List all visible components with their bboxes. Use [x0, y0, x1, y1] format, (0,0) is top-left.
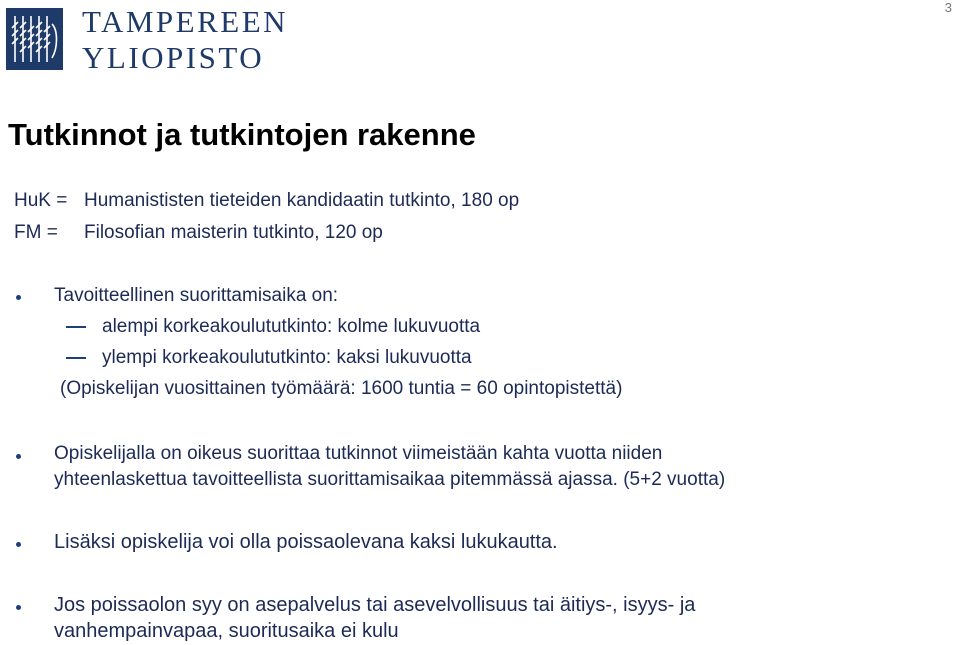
bullet-2-line-1: Opiskelijalla on oikeus suorittaa tutkinnot viimeistään kahta vuotta niiden	[54, 443, 663, 464]
bullet-1-note: (Opiskelijan vuosittainen työmäärä: 1600 tuntia = 60 opintopistettä)	[60, 378, 623, 399]
dash-icon	[66, 357, 86, 359]
bullet-icon	[16, 542, 21, 547]
bullet-4-line-1: Jos poissaolon syy on asepalvelus tai asevelvollisuus tai äitiys-, isyys- ja	[54, 594, 696, 616]
bullet-icon	[16, 295, 21, 300]
bullet-2-line-2: yhteenlaskettua tavoitteellista suorittamisaikaa pitemmässä ajassa. (5+2 vuotta)	[54, 469, 726, 490]
bullet-icon	[16, 454, 21, 459]
bullet-icon	[16, 605, 21, 610]
bullet-1-text: Tavoitteellinen suorittamisaika on:	[54, 285, 339, 306]
sub-bullet-1-text: alempi korkeakoulututkinto: kolme lukuvuotta	[102, 316, 481, 337]
bullet-3-text: Lisäksi opiskelija voi olla poissaolevana kaksi lukukautta.	[54, 531, 558, 553]
abbreviation-label: FM =	[14, 222, 58, 243]
logo-line-2: YLIOPISTO	[82, 40, 265, 75]
abbreviation-text: Filosofian maisterin tutkinto, 120 op	[84, 222, 383, 243]
abbreviation-label: HuK =	[14, 190, 68, 211]
logo-line-1: TAMPEREEN	[82, 4, 289, 39]
abbreviation-text: Humanististen tieteiden kandidaatin tutkinto, 180 op	[84, 190, 520, 211]
sub-bullet-2-text: ylempi korkeakoulututkinto: kaksi lukuvuotta	[102, 347, 472, 368]
slide-title: Tutkinnot ja tutkintojen rakenne	[8, 117, 476, 152]
bullet-4-line-2: vanhempainvapaa, suoritusaika ei kulu	[54, 620, 399, 642]
abbreviation-huk	[14, 190, 519, 212]
university-logo-icon	[6, 8, 63, 70]
abbreviation-fm	[14, 222, 383, 244]
dash-icon	[66, 326, 86, 328]
page-number: 3	[944, 0, 952, 15]
